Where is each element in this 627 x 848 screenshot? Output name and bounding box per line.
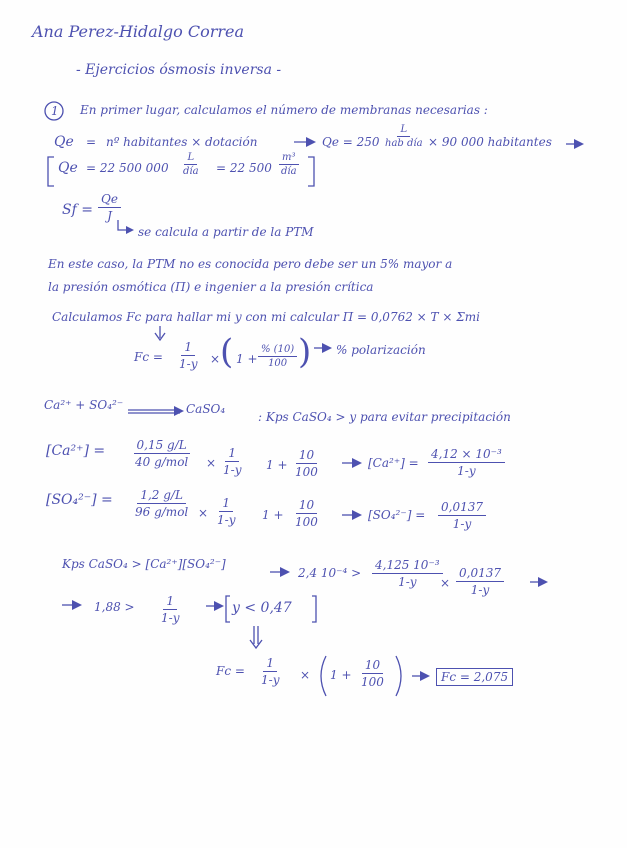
kps-lhs: Kps CaSO₄ > [Ca²⁺][SO₄²⁻] bbox=[62, 557, 226, 571]
reaction-lhs: Ca²⁺ + SO₄²⁻ bbox=[44, 398, 124, 412]
sf-note: se calcula a partir de la PTM bbox=[138, 225, 314, 239]
final-fc-f2-num: 10 bbox=[362, 658, 383, 674]
final-fc-lhs: Fc = bbox=[216, 664, 245, 678]
qe-label: Qe bbox=[54, 134, 74, 150]
so4-f3-num: 10 bbox=[296, 498, 317, 514]
dotacion-unit-num: L bbox=[397, 124, 410, 137]
final-paren-close bbox=[396, 656, 401, 696]
down-arrow-icon bbox=[250, 626, 262, 648]
qe2-fraction-2 bbox=[278, 152, 300, 177]
ineq-den: 1-y bbox=[161, 611, 180, 625]
kps-f1-den: 1-y bbox=[398, 575, 417, 589]
fc-f1-den: 1-y bbox=[179, 357, 198, 371]
so4-f3-den: 100 bbox=[295, 515, 318, 529]
so4-lhs: [SO₄²⁻] = bbox=[46, 492, 113, 508]
reaction-rhs: CaSO₄ bbox=[186, 402, 226, 416]
so4-f1-num: 1,2 g/L bbox=[137, 488, 186, 504]
so4-result-lhs: [SO₄²⁻] = bbox=[368, 508, 426, 522]
ca-result-lhs: [Ca²⁺] = bbox=[368, 456, 419, 470]
so4-f2-den: 1-y bbox=[217, 513, 236, 527]
down-arrow-icon bbox=[155, 326, 165, 340]
author-name: Ana Perez-Hidalgo Correa bbox=[32, 22, 245, 41]
dotacion-unit-den: hab día bbox=[385, 138, 423, 149]
kps-f2-num: 0,0137 bbox=[456, 566, 504, 582]
implies-arrow-icon bbox=[342, 458, 362, 468]
ca-times: × bbox=[206, 456, 217, 470]
implies-arrow-icon bbox=[342, 510, 362, 520]
final-fc-fraction-1 bbox=[258, 656, 282, 687]
qe-value-lhs: Qe = 250 bbox=[322, 135, 380, 149]
ca-f1-num: 0,15 g/L bbox=[134, 438, 190, 454]
fc-paren-open: ( bbox=[220, 332, 234, 372]
implies-arrow-icon bbox=[530, 577, 548, 587]
reaction-arrow-icon bbox=[128, 406, 184, 416]
left-bracket bbox=[48, 157, 54, 186]
implies-arrow-icon bbox=[270, 567, 290, 577]
sf-den: J bbox=[107, 209, 112, 223]
final-fc-f2-den: 100 bbox=[361, 675, 384, 689]
kps-times: × bbox=[440, 576, 451, 590]
so4-r-num: 0,0137 bbox=[438, 500, 486, 516]
so4-r-den: 1-y bbox=[452, 517, 472, 531]
ca-fraction-3 bbox=[292, 448, 321, 479]
problem-intro: En primer lugar, calculamos el número de membranas necesarias : bbox=[80, 103, 488, 117]
so4-fraction-3 bbox=[292, 498, 321, 529]
para-line-1: En este caso, la PTM no es conocida pero debe ser un 5% mayor a bbox=[48, 257, 453, 271]
final-fc-fraction-2 bbox=[358, 658, 387, 689]
kps-fraction-1 bbox=[372, 558, 443, 589]
dotacion-fraction bbox=[382, 124, 426, 149]
result-left-bracket bbox=[226, 596, 230, 622]
fc-note: % polarización bbox=[336, 343, 426, 357]
fc-fraction-2 bbox=[258, 344, 297, 369]
qe-habitants: × 90 000 habitantes bbox=[428, 135, 552, 149]
ca-f3-num: 10 bbox=[296, 448, 317, 464]
problem-number: 1 bbox=[51, 104, 59, 118]
kps-f2-den: 1-y bbox=[470, 583, 490, 597]
fc-times: × bbox=[210, 352, 221, 366]
so4-f1-den: 96 g/mol bbox=[135, 505, 189, 519]
kps-f1-num: 4,125 10⁻³ bbox=[372, 558, 443, 574]
ineq-lhs: 1,88 > bbox=[94, 600, 135, 614]
so4-one-plus: 1 + bbox=[262, 508, 284, 522]
kps-fraction-2 bbox=[456, 566, 504, 597]
ca-lhs: [Ca²⁺] = bbox=[46, 443, 106, 459]
qe2-value: = 22 500 000 bbox=[86, 161, 169, 175]
ineq-fraction bbox=[158, 594, 182, 625]
ca-r-num: 4,12 × 10⁻³ bbox=[428, 447, 505, 463]
right-bracket bbox=[308, 157, 314, 186]
ca-f1-den: 40 g/mol bbox=[135, 455, 189, 469]
sf-label: Sf = bbox=[62, 202, 93, 218]
fc-f2-den: 100 bbox=[268, 358, 288, 369]
implies-arrow-icon bbox=[566, 139, 584, 149]
final-fc-f1-num: 1 bbox=[263, 656, 277, 672]
qe2-f2-den: día bbox=[281, 166, 297, 177]
implies-arrow-icon bbox=[206, 601, 224, 611]
fc-f2-num: % (10) bbox=[258, 344, 297, 357]
result-right-bracket bbox=[312, 596, 316, 622]
ca-one-plus: 1 + bbox=[266, 458, 288, 472]
final-fc-f1-den: 1-y bbox=[261, 673, 280, 687]
implies-arrow-icon bbox=[314, 343, 332, 353]
ca-r-den: 1-y bbox=[457, 464, 476, 478]
qe2-fraction-1 bbox=[180, 152, 202, 177]
final-paren-open bbox=[321, 656, 326, 696]
implies-arrow-icon bbox=[412, 671, 430, 681]
final-fc-one-plus: 1 + bbox=[330, 668, 352, 682]
fc-one-plus: 1 + bbox=[236, 352, 258, 366]
so4-fraction-1 bbox=[132, 488, 191, 519]
fc-fraction-1 bbox=[176, 340, 200, 371]
ca-fraction-2 bbox=[220, 446, 244, 477]
ca-f3-den: 100 bbox=[295, 465, 318, 479]
ca-result-fraction bbox=[428, 447, 505, 478]
qe-definition: nº habitantes × dotación bbox=[106, 135, 258, 149]
qe2-f2-num: m³ bbox=[279, 152, 299, 165]
ca-f2-den: 1-y bbox=[223, 463, 242, 477]
ineq-result: y < 0,47 bbox=[232, 600, 292, 616]
so4-times: × bbox=[198, 506, 209, 520]
implies-arrow-icon bbox=[294, 137, 316, 147]
kps-value: 2,4 10⁻⁴ > bbox=[298, 566, 362, 580]
so4-f2-num: 1 bbox=[219, 496, 233, 512]
qe2-f1-num: L bbox=[184, 152, 197, 165]
ca-fraction-1 bbox=[132, 438, 191, 469]
so4-result-fraction bbox=[438, 500, 486, 531]
qe2-f1-den: día bbox=[183, 166, 199, 177]
sf-fraction bbox=[98, 192, 121, 223]
page-subtitle: - Ejercicios ósmosis inversa - bbox=[76, 62, 282, 78]
qe-equals: = bbox=[86, 135, 97, 149]
reaction-note: : Kps CaSO₄ > y para evitar precipitación bbox=[258, 410, 511, 424]
qe2-mid: = 22 500 bbox=[216, 161, 272, 175]
so4-fraction-2 bbox=[214, 496, 238, 527]
final-fc-times: × bbox=[300, 668, 311, 682]
ineq-num: 1 bbox=[163, 594, 177, 610]
ca-f2-num: 1 bbox=[225, 446, 239, 462]
implies-arrow-icon bbox=[62, 600, 82, 610]
fc-f1-num: 1 bbox=[181, 340, 195, 356]
final-fc-result: Fc = 2,075 bbox=[436, 668, 513, 686]
calc-line: Calculamos Fc para hallar mi y con mi calcular Π = 0,0762 × T × Σmi bbox=[52, 310, 480, 324]
qe2-label: Qe bbox=[58, 160, 78, 176]
sf-num: Qe bbox=[98, 192, 121, 208]
para-line-2: la presión osmótica (Π) e ingenier a la presión crítica bbox=[48, 280, 374, 294]
fc-lhs: Fc = bbox=[134, 350, 163, 364]
fc-paren-close: ) bbox=[298, 332, 312, 372]
